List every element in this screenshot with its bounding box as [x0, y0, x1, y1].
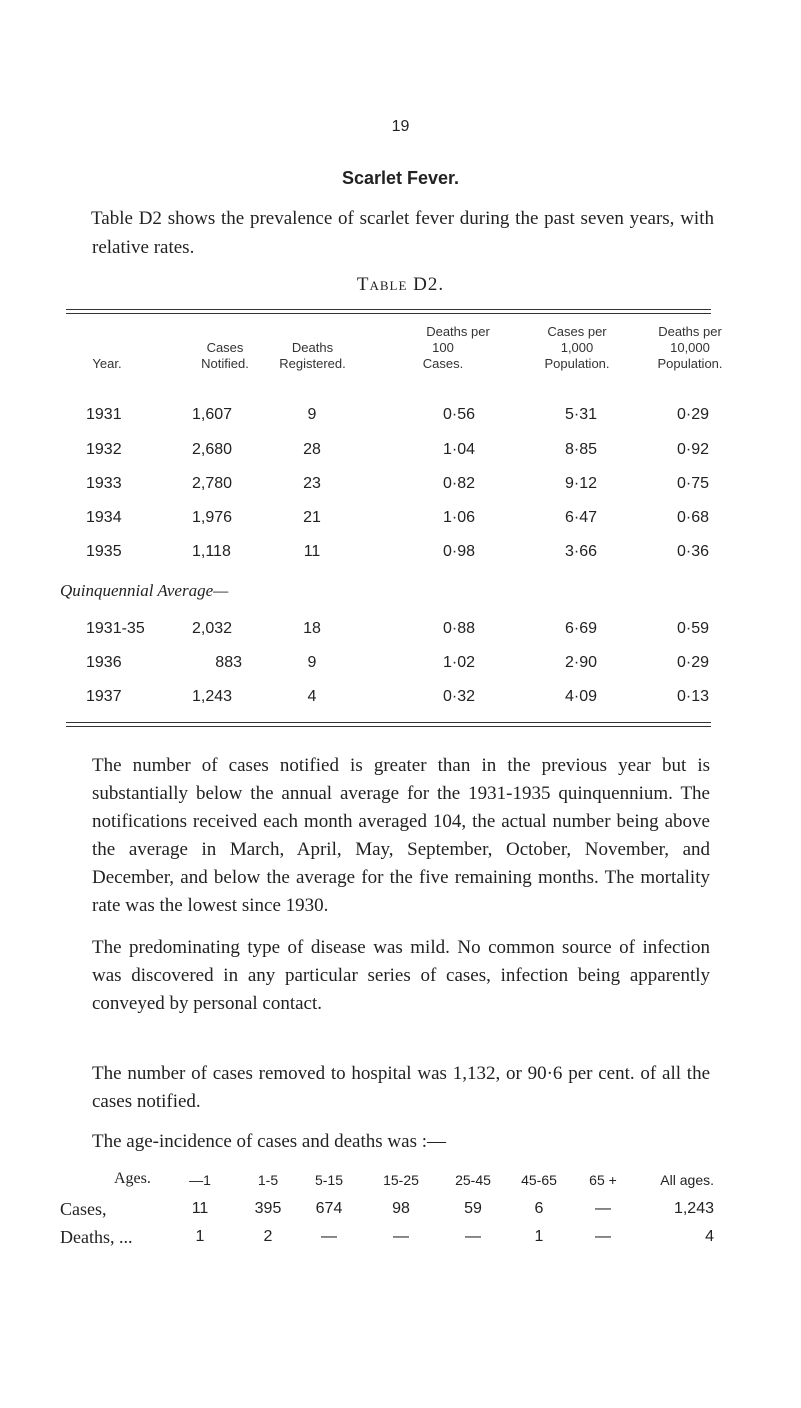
cell-deaths-per-10000: 0·36 [676, 543, 710, 560]
age-head: 45-65 [521, 1172, 557, 1188]
col-head-dp100-line1: Deaths per [426, 324, 490, 339]
cell-deaths: 11 [303, 543, 321, 560]
age-head: 1-5 [257, 1172, 279, 1188]
col-head-deaths-per-100 [408, 324, 508, 372]
table-row [0, 654, 801, 678]
cell-deaths-per-100: 0·56 [442, 406, 476, 423]
col-head-cases-line2: Cases [206, 340, 244, 355]
col-head-cases-per-1000 [527, 324, 627, 372]
cell-deaths-per-100: 0·32 [442, 688, 476, 705]
cell-deaths-per-10000: 0·68 [676, 509, 710, 526]
paragraph-notifications: The number of cases notified is greater than in the previous year but is substantially below the annual average for the 1931-1935 quinquennium. The notifications received each month averaged 104, the actual number being above the average in March, April, May, September, October, November, and December, and below the average for the five remaining months. The mortality rate was the lowest since 1930. [92, 755, 710, 916]
cell-year: 1931 [86, 406, 122, 423]
cell-deaths-per-100: 1·06 [442, 509, 476, 526]
col-head-dp100-line2: 100 [432, 340, 454, 355]
col-head-dp10000-line2: 10,000 [670, 340, 710, 355]
age-header-label: Ages. [114, 1170, 151, 1187]
col-head-deaths-line2: Deaths [291, 340, 334, 355]
cell-year: 1936 [86, 654, 122, 671]
cell-deaths-per-10000: 0·29 [676, 654, 710, 671]
cell-deaths: 9 [307, 654, 317, 671]
cell-deaths-per-10000: 0·59 [676, 620, 710, 637]
cell-deaths-per-100: 1·02 [442, 654, 476, 671]
col-head-cases [180, 340, 270, 372]
age-cases-cell: 6 [534, 1200, 544, 1217]
col-head-dp10000-line1: Deaths per [658, 324, 722, 339]
col-head-year [72, 356, 142, 372]
cell-cases: 1,976 [192, 509, 233, 526]
table-row [0, 509, 801, 533]
table-bottom-rule-inner [66, 726, 711, 727]
cell-deaths: 21 [303, 509, 321, 526]
age-deaths-cell: 1 [195, 1228, 205, 1245]
age-cases-cell: — [595, 1200, 611, 1217]
col-head-deaths-per-10000 [640, 324, 740, 372]
cell-year: 1937 [86, 688, 122, 705]
cell-cases-per-1000: 4·09 [564, 688, 598, 705]
paragraph-disease-type: The predominating type of disease was mild. No common source of infection was discovered in any particular series of cases, infection being apparently conveyed by personal contact. [92, 937, 710, 1014]
page-number: 19 [391, 118, 410, 135]
col-head-cp1000-line1: Cases per [547, 324, 607, 339]
age-cases-cell: 98 [392, 1200, 410, 1217]
table-row [0, 688, 801, 712]
cell-deaths: 23 [303, 475, 321, 492]
cell-deaths-per-100: 0·88 [442, 620, 476, 637]
table-top-rule-inner [66, 313, 711, 314]
age-deaths-cell: — [393, 1228, 409, 1245]
cell-deaths-per-100: 1·04 [442, 441, 476, 458]
cell-cases: 1,607 [192, 406, 233, 423]
table-bottom-rule [66, 722, 711, 723]
age-cases-cell: 1,243 [673, 1200, 714, 1217]
cell-deaths-per-100: 0·82 [442, 475, 476, 492]
age-head: 65 + [589, 1172, 617, 1188]
table-row [0, 441, 801, 465]
cell-cases: 2,032 [192, 620, 233, 637]
cell-cases-per-1000: 9·12 [564, 475, 598, 492]
intro-paragraph: Table D2 shows the prevalence of scarlet fever during the past seven years, with relative rates. [91, 208, 714, 258]
age-head: 15-25 [383, 1172, 419, 1188]
col-head-dp10000-line3: Population. [657, 356, 723, 371]
cell-deaths-per-10000: 0·13 [676, 688, 710, 705]
cell-year: 1933 [86, 475, 122, 492]
cell-deaths-per-10000: 0·75 [676, 475, 710, 492]
age-cases-cell: 59 [464, 1200, 482, 1217]
cases-row-label: Cases, [60, 1199, 107, 1219]
age-cases-cell: 11 [191, 1200, 209, 1217]
cell-year: 1931-35 [86, 620, 145, 637]
col-head-cp1000-line3: Population. [544, 356, 610, 371]
age-head: —1 [189, 1172, 211, 1188]
quinquennial-label: Quinquennial Average— [60, 581, 229, 600]
table-row [0, 543, 801, 567]
table-row [0, 406, 801, 430]
age-deaths-cell: 2 [263, 1228, 273, 1245]
age-deaths-cell: 4 [705, 1228, 714, 1245]
age-cases-cell: 395 [254, 1200, 282, 1217]
col-head-deaths [265, 340, 360, 372]
cell-deaths: 4 [307, 688, 317, 705]
paragraph-hospital: The number of cases removed to hospital was 1,132, or 90·6 per cent. of all the cases notified. [92, 1063, 710, 1112]
cell-cases-per-1000: 3·66 [564, 543, 598, 560]
cell-cases-per-1000: 5·31 [564, 406, 598, 423]
table-row [0, 475, 801, 499]
age-deaths-cell: 1 [534, 1228, 544, 1245]
table-row [0, 620, 801, 644]
cell-cases-per-1000: 2·90 [564, 654, 598, 671]
cell-cases: 1,243 [192, 688, 233, 705]
cell-cases-per-1000: 6·47 [564, 509, 598, 526]
cell-cases: 2,680 [192, 441, 233, 458]
table-top-rule [66, 309, 711, 310]
cell-cases-per-1000: 6·69 [564, 620, 598, 637]
cell-year: 1932 [86, 441, 122, 458]
cell-year: 1934 [86, 509, 122, 526]
age-deaths-cell: — [595, 1228, 611, 1245]
col-head-dp100-line3: Cases. [422, 356, 464, 371]
col-head-deaths-line3: Registered. [279, 356, 346, 371]
age-head: All ages. [660, 1172, 714, 1188]
cell-deaths: 18 [303, 620, 321, 637]
cell-cases: 883 [215, 654, 242, 671]
age-head: 25-45 [455, 1172, 491, 1188]
cell-cases: 2,780 [192, 475, 233, 492]
deaths-row-label: Deaths, ... [60, 1227, 133, 1247]
cell-deaths: 9 [307, 406, 317, 423]
col-head-year-line3: Year. [92, 356, 122, 371]
cell-deaths-per-100: 0·98 [442, 543, 476, 560]
table-caption-text: Table D2. [356, 274, 445, 295]
section-heading: Scarlet Fever. [341, 168, 460, 188]
col-head-cases-line3: Notified. [201, 356, 249, 371]
cell-deaths-per-10000: 0·92 [676, 441, 710, 458]
age-deaths-cell: — [465, 1228, 481, 1245]
cell-year: 1935 [86, 543, 122, 560]
cell-deaths-per-10000: 0·29 [676, 406, 710, 423]
cell-cases-per-1000: 8·85 [564, 441, 598, 458]
age-head: 5-15 [314, 1172, 344, 1188]
cell-cases: 1,118 [192, 543, 231, 560]
age-deaths-cell: — [321, 1228, 337, 1245]
age-cases-cell: 674 [315, 1200, 343, 1217]
cell-deaths: 28 [303, 441, 321, 458]
col-head-cp1000-line2: 1,000 [560, 340, 594, 355]
table-caption [0, 274, 801, 296]
paragraph-age-incidence: The age-incidence of cases and deaths was :— [92, 1131, 446, 1152]
